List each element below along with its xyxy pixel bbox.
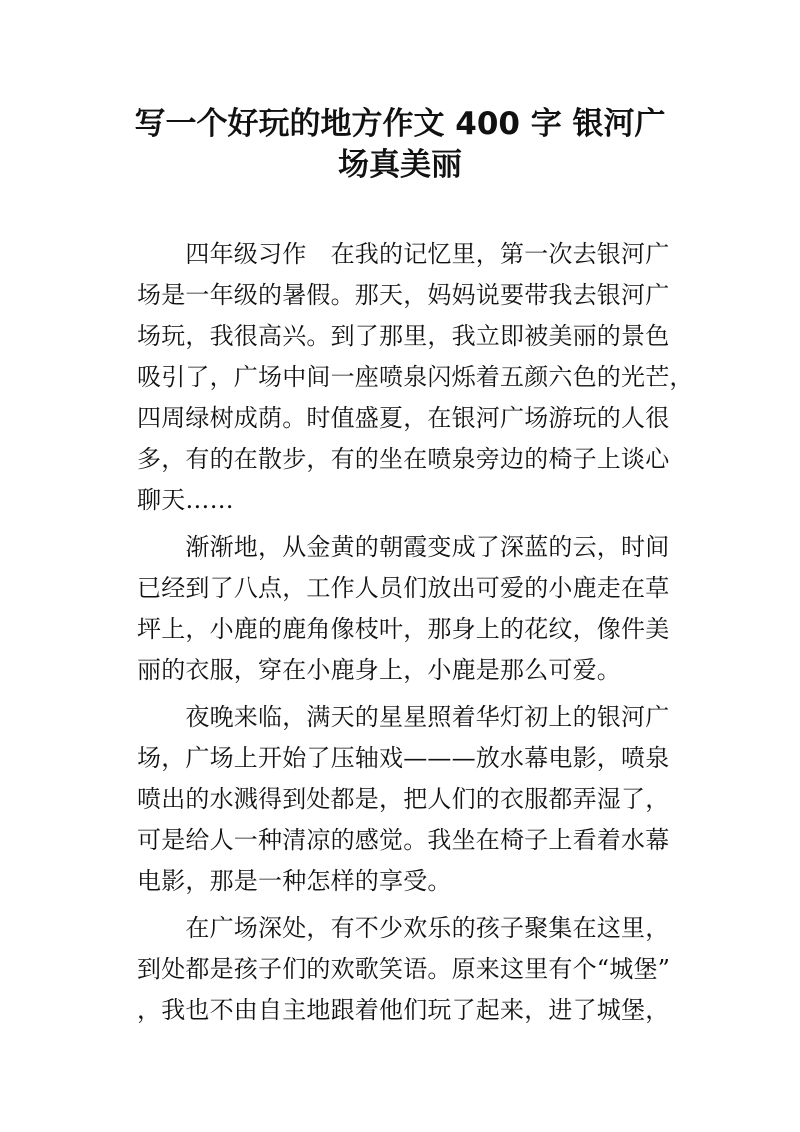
body-line: 喷出的水溅得到处都是，把人们的衣服都弄湿了， [137,785,670,813]
body-line: 已经到了八点，工作人员们放出可爱的小鹿走在草 [137,574,670,602]
body-line: 场，广场上开始了压轴戏———放水幕电影，喷泉 [137,744,670,772]
document-title-line-2: 场真美丽 [338,147,462,183]
body-line: 多，有的在散步，有的坐在喷泉旁边的椅子上谈心 [137,445,670,473]
body-line: 丽的衣服，穿在小鹿身上，小鹿是那么可爱。 [137,656,621,684]
body-line: 四周绿树成荫。时值盛夏，在银河广场游玩的人很 [137,404,670,432]
body-line: 聊天…… [137,486,234,514]
body-line: ，我也不由自主地跟着他们玩了起来，进了城堡， [137,996,670,1024]
body-line: 四年级习作 在我的记忆里，第一次去银河广 [137,240,670,268]
body-line: 渐渐地，从金黄的朝霞变成了深蓝的云，时间 [137,533,670,561]
body-line: 场是一年级的暑假。那天，妈妈说要带我去银河广 [137,281,670,309]
body-line: 电影，那是一种怎样的享受。 [137,867,452,895]
document-title-line-1: 写一个好玩的地方作文 400 字 银河广 [134,106,666,142]
body-line: 在广场深处，有不少欢乐的孩子聚集在这里， [137,914,670,942]
body-line: 坪上，小鹿的鹿角像枝叶，那身上的花纹，像件美 [137,615,670,643]
body-line: 吸引了，广场中间一座喷泉闪烁着五颜六色的光芒， [137,363,694,391]
body-line: 到处都是孩子们的欢歌笑语。原来这里有个“城堡” [137,955,671,983]
body-line: 可是给人一种清凉的感觉。我坐在椅子上看着水幕 [137,826,670,854]
body-line: 场玩，我很高兴。到了那里，我立即被美丽的景色 [137,322,670,350]
body-line: 夜晚来临，满天的星星照着华灯初上的银河广 [137,703,670,731]
